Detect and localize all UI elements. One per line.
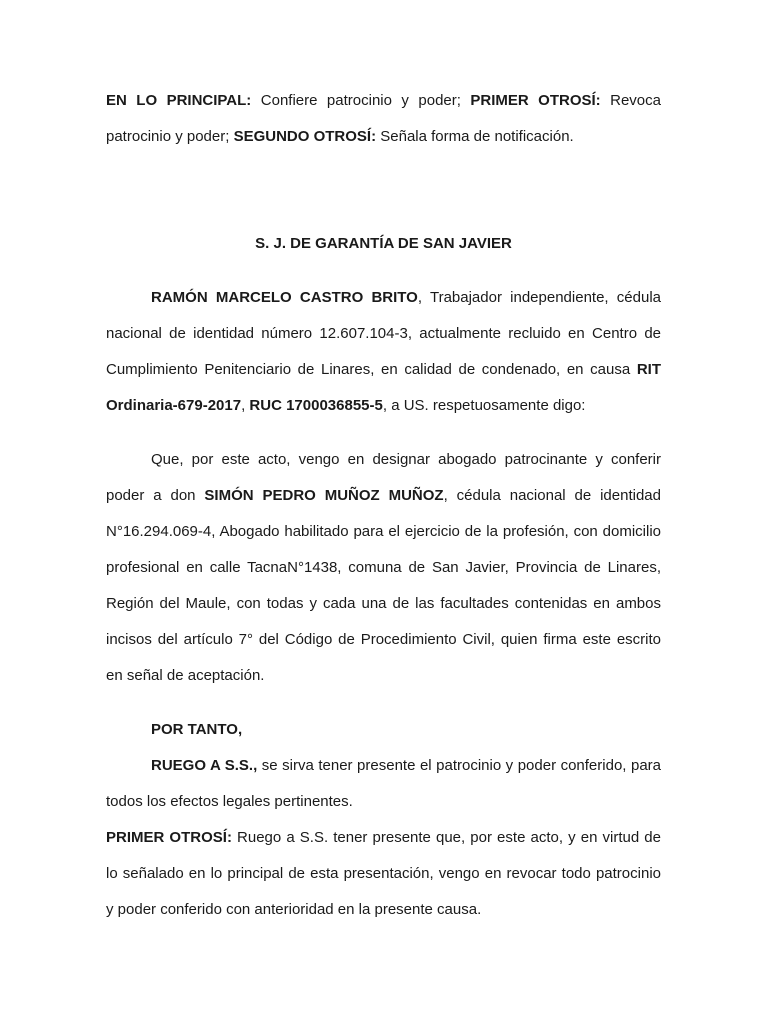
primer-otrosi-summary-label: PRIMER OTROSÍ: [470,92,601,109]
designation-details: , cédula nacional de identidad N°16.294.069-4, Abogado habilitado para el ejercicio de la profesión, con domicilio profesional en calle TacnaN°1438, comuna de San Javier, Provincia de Linares, Región del Maule, con todas y cada una de las facultades contenidas en ambos incisos del artículo 7° del Código de Procedimiento Civil, quien firma este escrito en señal de aceptación. [106,487,661,684]
primer-otrosi-summary-text: Revoca patrocinio y poder; [106,92,661,145]
legal-document [106,83,661,928]
lawyer-name: SIMÓN PEDRO MUÑOZ MUÑOZ [204,487,444,504]
principal-text: Confiere patrocinio y poder; [251,92,471,109]
case-ruc: RUC 1700036855-5 [249,397,383,414]
principal-label: EN LO PRINCIPAL: [106,92,252,109]
intro-closing: , a US. respetuosamente digo: [382,397,586,414]
court-heading [106,226,661,262]
primer-otrosi-label: PRIMER OTROSÍ: [106,829,232,846]
document-summary [106,83,661,155]
ruego-text: se sirva tener presente el patrocinio y poder conferido, para todos los efectos legales pertinentes. [106,757,661,810]
primer-otrosi-text: Ruego a S.S. tener presente que, por este acto, y en virtud de lo señalado en lo principal de esta presentación, vengo en revocar todo patrocinio y poder conferido con anterioridad en la presente causa. [106,829,661,918]
intro-paragraph [106,280,661,424]
case-rit: RIT Ordinaria-679-2017 [106,361,661,414]
case-separator: , [241,397,250,414]
segundo-otrosi-summary-label: SEGUNDO OTROSÍ: [233,128,377,145]
primer-otrosi-paragraph [106,820,661,928]
designation-text: Que, por este acto, vengo en designar abogado patrocinante y conferir poder a don [106,451,661,504]
por-tanto-heading [106,712,661,748]
por-tanto-label: POR TANTO, [151,721,243,738]
ruego-paragraph [106,748,661,820]
court-name: S. J. DE GARANTÍA DE SAN JAVIER [255,235,512,252]
designation-paragraph [106,442,661,694]
intro-text: , Trabajador independiente, cédula nacional de identidad número 12.607.104-3, actualmente recluido en Centro de Cumplimiento Penitenciario de Linares, en calidad de condenado, en causa [106,289,661,378]
client-name: RAMÓN MARCELO CASTRO BRITO [151,289,418,306]
segundo-otrosi-summary-text: Señala forma de notificación. [376,128,574,145]
ruego-label: RUEGO A S.S., [151,757,258,774]
